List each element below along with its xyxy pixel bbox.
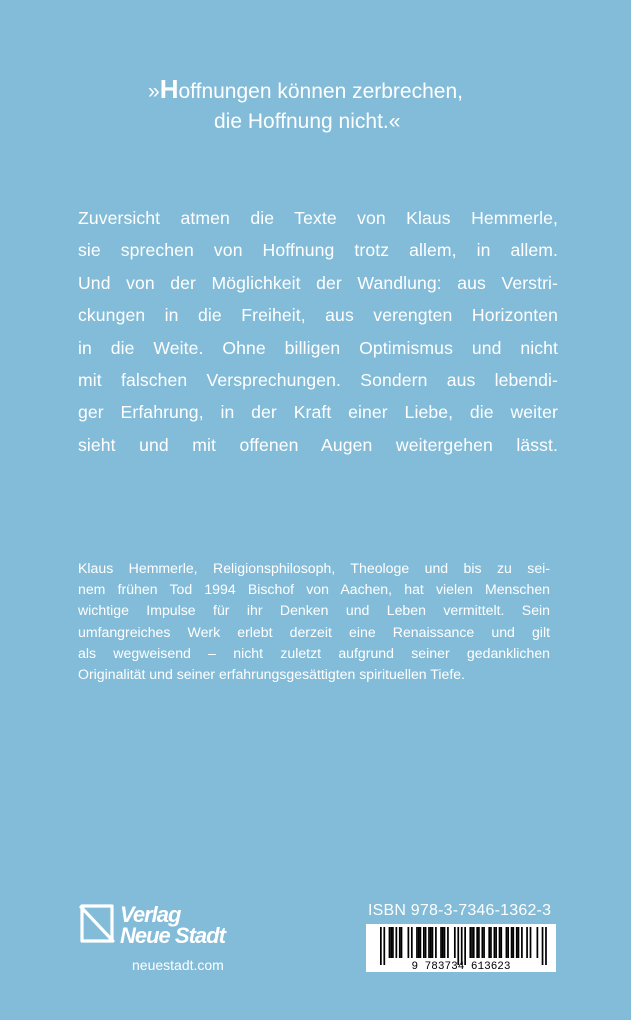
quote-line-2: die Hoffnung nicht.« — [214, 110, 401, 133]
barcode-bar — [481, 927, 483, 958]
barcode-bar — [389, 927, 391, 958]
isbn-barcode — [366, 924, 556, 972]
isbn-label: ISBN 978-3-7346-1362-3 — [368, 902, 552, 919]
barcode-bar — [416, 927, 418, 958]
publisher-name-line-1: Verlag — [120, 902, 181, 927]
barcode-bar — [440, 927, 442, 958]
barcode-digits: 9 783734 613623 — [411, 961, 511, 972]
barcode-bar — [490, 927, 492, 958]
barcode-bar — [408, 927, 410, 958]
barcode-bar — [506, 927, 508, 958]
barcode-bar — [499, 927, 501, 958]
barcode-bar — [526, 927, 528, 958]
publisher-url: neuestadt.com — [132, 957, 224, 973]
barcode-bar — [537, 927, 539, 958]
barcode-bar — [494, 927, 496, 958]
blurb-line: mit falschen Versprechungen. Sondern aus lebendi- — [78, 370, 558, 391]
blurb-line: sieht und mit offenen Augen weitergehen lässt. — [78, 434, 558, 455]
bio-line: wichtige Impulse für ihr Denken und Leben vermittelt. Sein — [78, 602, 550, 619]
barcode-bar — [488, 927, 490, 958]
barcode-bar — [401, 927, 403, 958]
barcode-bar — [418, 927, 420, 958]
barcode-bar — [545, 927, 547, 965]
barcode-bar — [495, 927, 497, 958]
barcode-bar — [432, 927, 434, 958]
blurb-line: in die Weite. Ohne billigen Optimismus und nicht — [78, 337, 558, 358]
barcode-bar — [390, 927, 392, 958]
barcode-bar — [399, 927, 401, 958]
publisher-name — [120, 904, 225, 946]
barcode-bar — [461, 927, 463, 965]
quote-open-mark: » — [148, 80, 160, 103]
barcode-bar — [447, 927, 449, 958]
barcode-bar — [464, 927, 466, 965]
barcode-bar — [430, 927, 432, 958]
barcode-bar — [473, 927, 475, 958]
barcode-bar — [521, 927, 523, 958]
barcode-bar — [512, 927, 514, 958]
blurb-line: Und von der Möglichkeit der Wandlung: aus Verstri- — [78, 272, 558, 293]
barcode-bar — [428, 927, 430, 958]
barcode-bar — [457, 927, 459, 965]
barcode-bar — [392, 927, 394, 958]
barcode-bar — [542, 927, 544, 965]
barcode-bar — [435, 927, 437, 958]
barcode-bar — [530, 927, 532, 958]
barcode-bar — [442, 927, 444, 958]
blurb-line: ckungen in die Freiheit, aus verengten Horizonten — [78, 305, 558, 326]
barcode-bar — [425, 927, 427, 958]
barcode-bar — [444, 927, 446, 958]
blurb-line: sie sprechen von Hoffnung trotz allem, in allem. — [78, 240, 558, 261]
barcode-bar — [380, 927, 382, 965]
barcode-bar — [423, 927, 425, 958]
bio-line: Klaus Hemmerle, Religionsphilosoph, Theologe und bis zu sei- — [78, 560, 550, 576]
barcode-bar — [395, 927, 397, 958]
barcode-graphic — [366, 924, 556, 972]
quote-line-1 — [148, 74, 588, 107]
barcode-bar — [478, 927, 480, 958]
blurb-line: Zuversicht atmen die Texte von Klaus Hemmerle, — [78, 208, 558, 228]
barcode-bar — [511, 927, 513, 958]
barcode-bar — [411, 927, 413, 958]
bio-line: umfangreiches Werk erlebt derzeit eine Renaissance und gilt — [78, 623, 550, 640]
author-bio — [78, 558, 550, 685]
bio-line: Originalität und seiner erfahrungsgesättigten spirituellen Tiefe. — [78, 666, 466, 683]
quote-initial: H — [159, 74, 179, 104]
barcode-bar — [476, 927, 478, 958]
barcode-bar — [507, 927, 509, 958]
barcode-bar — [483, 927, 485, 958]
barcode-bar — [383, 927, 385, 965]
barcode-bar — [518, 927, 520, 958]
slashed-square-icon — [78, 903, 116, 945]
cover-quote — [148, 74, 588, 137]
publisher-name-line-2: Neue Stadt — [120, 923, 225, 948]
bio-line: als wegweisend – nicht zuletzt aufgrund seiner gedanklichen — [78, 644, 550, 661]
blurb-line: ger Erfahrung, in der Kraft einer Liebe, die weiter — [78, 402, 558, 423]
quote-line-1-text: offnungen können zerbrechen, — [178, 80, 463, 103]
publisher-logo — [78, 903, 278, 953]
barcode-bar — [471, 927, 473, 958]
barcode-bar — [469, 927, 471, 958]
bio-line: nem frühen Tod 1994 Bischof von Aachen, hat vielen Menschen — [78, 581, 550, 598]
blurb-paragraph — [78, 202, 558, 461]
barcode-bar — [454, 927, 456, 958]
barcode-bar — [516, 927, 518, 958]
barcode-bar — [500, 927, 502, 958]
barcode-bar — [420, 927, 422, 958]
